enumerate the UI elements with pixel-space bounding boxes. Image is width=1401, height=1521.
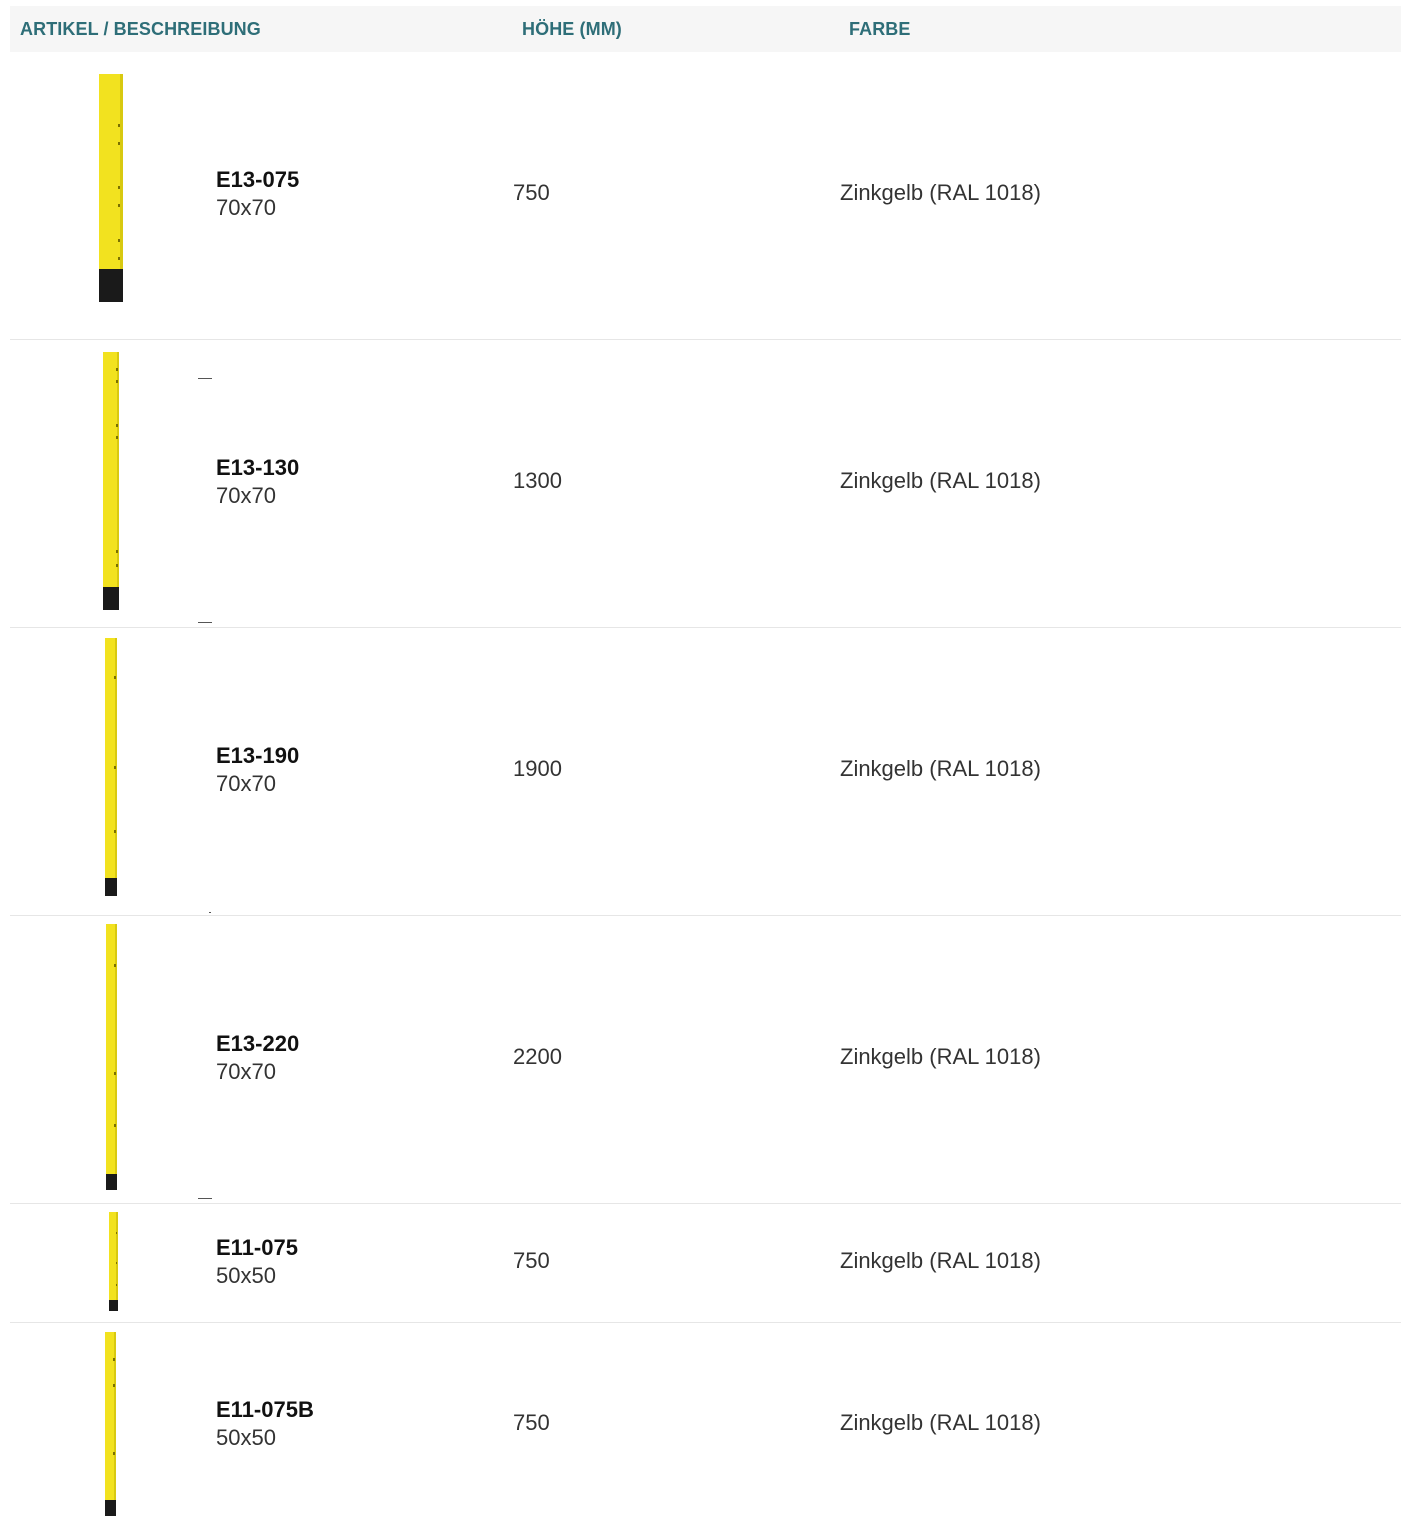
- product-image: [10, 1212, 210, 1314]
- product-image: [10, 924, 210, 1192]
- post-icon: [10, 74, 210, 304]
- product-table: [10, 6, 1401, 1521]
- post-icon: [10, 352, 210, 614]
- color-value: Zinkgelb (RAL 1018): [840, 756, 1041, 781]
- column-header-height: HÖHE (MM): [522, 19, 622, 39]
- table-row: [10, 1204, 1401, 1323]
- article-code: E11-075B: [216, 1397, 314, 1422]
- article-code: E13-190: [216, 743, 300, 768]
- divider-mark: [198, 1198, 212, 1199]
- column-header-color: FARBE: [849, 19, 911, 39]
- article-size: 70x70: [216, 483, 276, 508]
- article-size: 50x50: [216, 1263, 276, 1288]
- table-header: [10, 6, 1401, 52]
- height-value: 2200: [513, 1044, 562, 1069]
- column-header-article: ARTIKEL / BESCHREIBUNG: [20, 19, 261, 39]
- post-icon: [10, 1212, 210, 1314]
- article-description: [216, 1234, 298, 1290]
- table-row: [10, 628, 1401, 916]
- post-icon: [10, 1332, 210, 1520]
- article-description: [216, 454, 299, 510]
- height-value: 750: [513, 180, 550, 205]
- color-value: Zinkgelb (RAL 1018): [840, 1410, 1041, 1435]
- article-code: E13-075: [216, 167, 300, 192]
- product-image: [10, 638, 210, 900]
- color-value: Zinkgelb (RAL 1018): [840, 180, 1041, 205]
- article-description: [216, 1396, 314, 1452]
- height-value: 1300: [513, 468, 562, 493]
- post-icon: [10, 638, 210, 900]
- product-image: [10, 1332, 210, 1520]
- height-value: 750: [513, 1410, 550, 1435]
- product-image: [10, 74, 210, 304]
- color-value: Zinkgelb (RAL 1018): [840, 468, 1041, 493]
- article-size: 70x70: [216, 1059, 276, 1084]
- article-description: [216, 166, 299, 222]
- divider-mark: [209, 912, 211, 913]
- divider-mark: [198, 622, 212, 623]
- article-size: 70x70: [216, 195, 276, 220]
- table-row: [10, 1323, 1401, 1521]
- post-icon: [10, 924, 210, 1192]
- article-code: E13-130: [216, 455, 300, 480]
- article-code: E11-075: [216, 1235, 298, 1260]
- table-row: [10, 52, 1401, 340]
- article-description: [216, 742, 299, 798]
- article-size: 50x50: [216, 1425, 276, 1450]
- product-image: [10, 352, 210, 614]
- article-code: E13-220: [216, 1031, 300, 1056]
- article-size: 70x70: [216, 771, 276, 796]
- color-value: Zinkgelb (RAL 1018): [840, 1044, 1041, 1069]
- height-value: 1900: [513, 756, 562, 781]
- article-description: [216, 1030, 299, 1086]
- color-value: Zinkgelb (RAL 1018): [840, 1248, 1041, 1273]
- height-value: 750: [513, 1248, 550, 1273]
- table-row: [10, 916, 1401, 1204]
- table-row: [10, 340, 1401, 628]
